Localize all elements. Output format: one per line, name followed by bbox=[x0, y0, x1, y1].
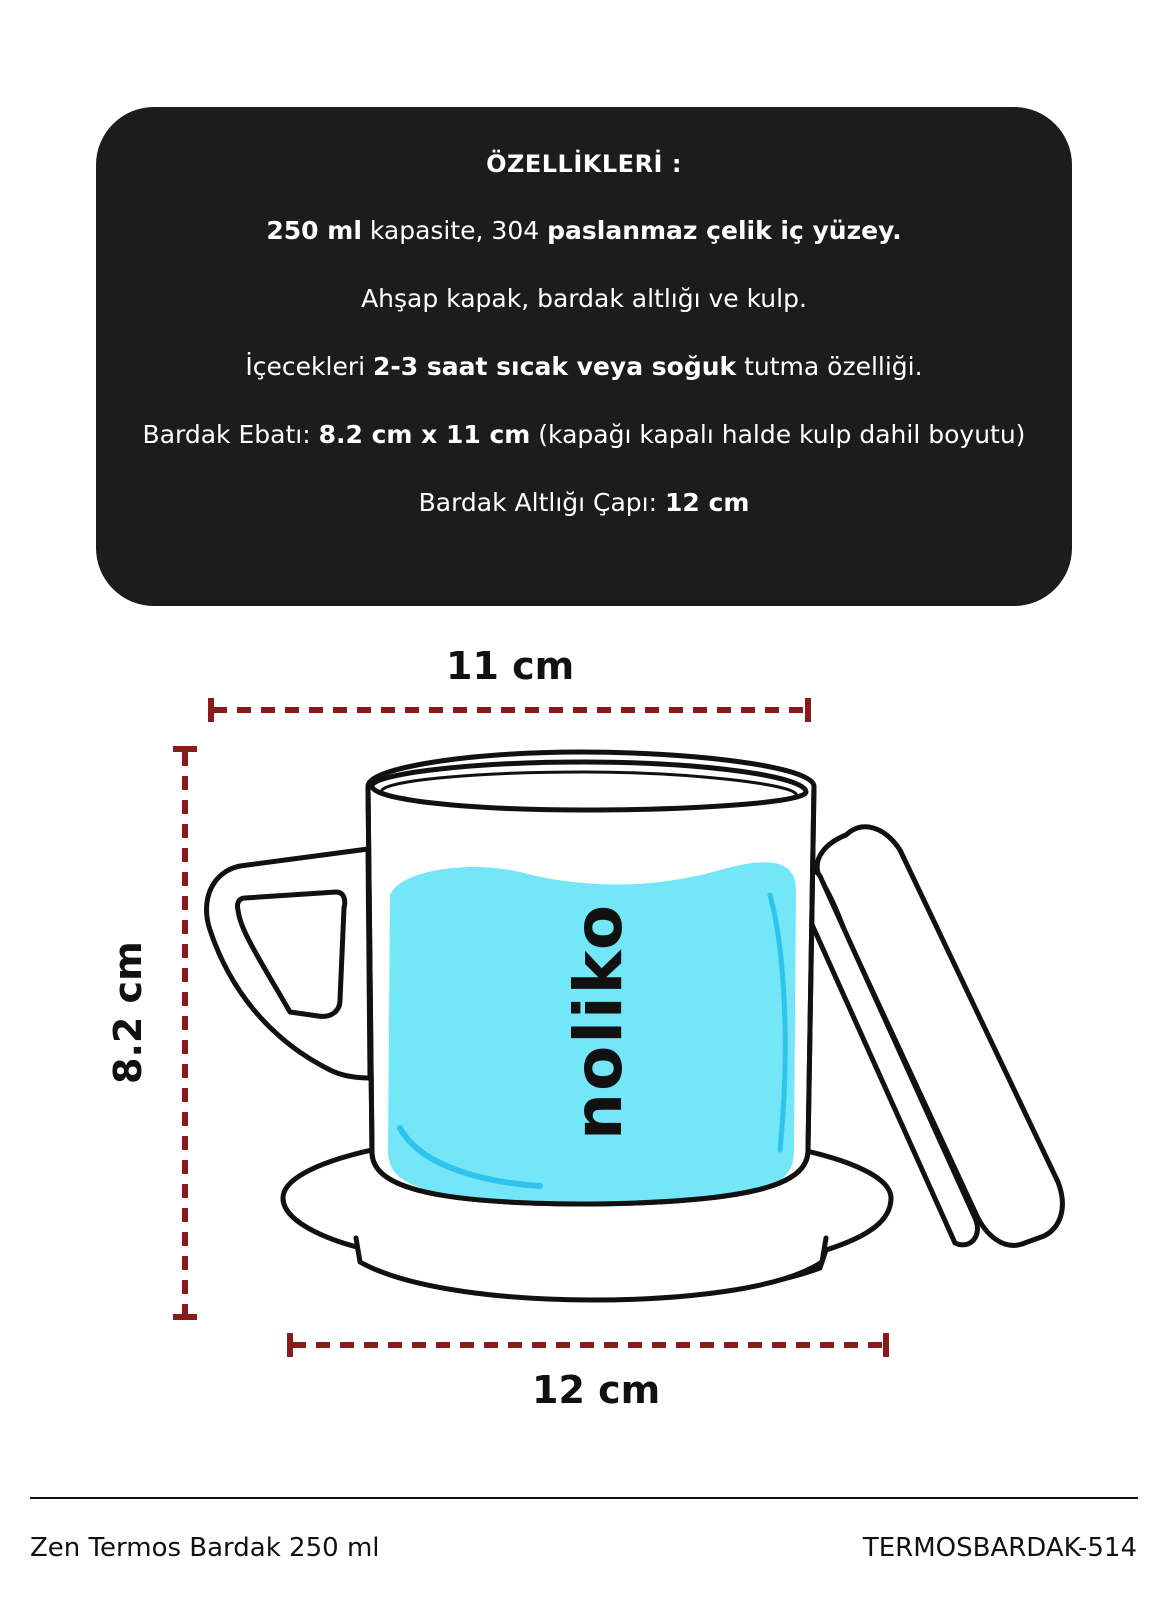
height-dimension-line bbox=[173, 749, 197, 1317]
specifications-title: ÖZELLİKLERİ : bbox=[486, 150, 682, 178]
width-dimension-label: 11 cm bbox=[446, 644, 575, 688]
width-dimension-line bbox=[211, 698, 808, 722]
footer-divider bbox=[30, 1497, 1138, 1499]
spec-saucer-diameter: Bardak Altlığı Çapı: 12 cm bbox=[418, 488, 750, 517]
spec-cup-size: Bardak Ebatı: 8.2 cm x 11 cm (kapağı kapalı halde kulp dahil boyutu) bbox=[142, 420, 1026, 449]
saucer-dimension-label: 12 cm bbox=[532, 1368, 661, 1412]
brand-logo: noliko bbox=[560, 902, 637, 1140]
spec-capacity: 250 ml kapasite, 304 paslanmaz çelik iç yüzey. bbox=[266, 216, 902, 245]
height-dimension-label: 8.2 cm bbox=[106, 941, 150, 1084]
spec-insulation: İçecekleri 2-3 saat sıcak veya soğuk tutma özelliği. bbox=[245, 352, 923, 381]
spec-materials: Ahşap kapak, bardak altlığı ve kulp. bbox=[361, 284, 807, 313]
product-code: TERMOSBARDAK-514 bbox=[862, 1533, 1137, 1563]
saucer-dimension-line bbox=[290, 1333, 886, 1357]
product-name: Zen Termos Bardak 250 ml bbox=[30, 1533, 380, 1563]
